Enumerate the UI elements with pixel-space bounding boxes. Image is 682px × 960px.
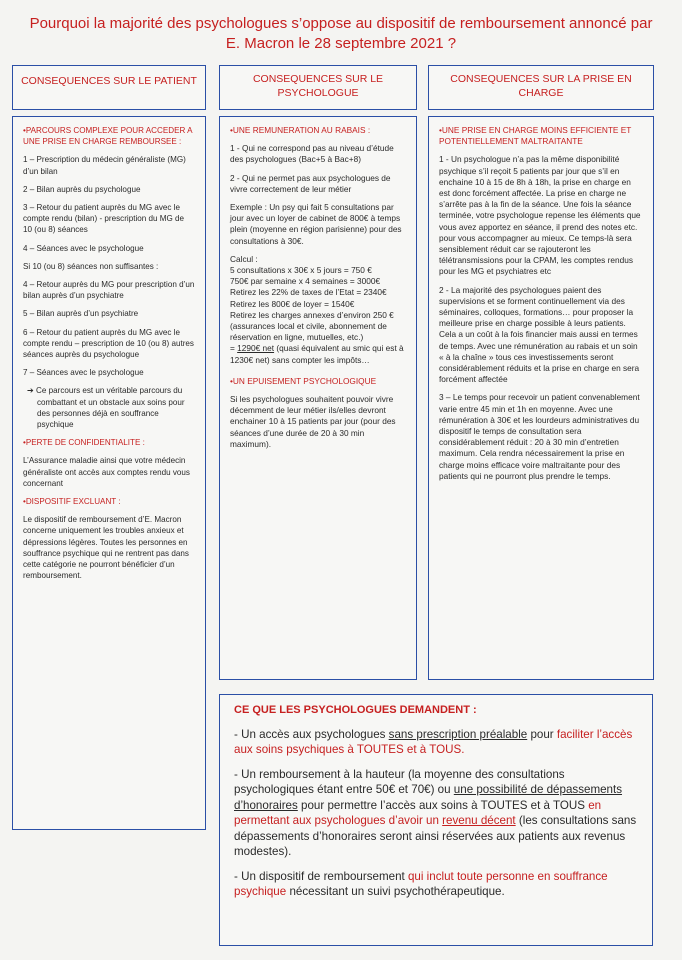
demand-1: - Un accès aux psychologues sans prescription préalable pour faciliter l’accès aux soins psychiques à TOUTES et à TOUS. <box>234 727 633 756</box>
demands-box <box>219 694 653 946</box>
confidentialite-text: L’Assurance maladie ainsi que votre médecin généraliste ont accès aux comptes rendu vous concernant <box>23 456 190 488</box>
prise-point-2: 2 - La majorité des psychologues paient des supervisions et se forment continuellement via des séminaires, colloques, formations… pour proposer la meilleure prise en charge possible à leurs patients. Cela a un coût à la fois financier mais aussi en termes de temps. Avec une rémunération au rabais et un soin « à la chaîne » tous ces investissements seront considérablement réduits et la prise en charge en sera forcément affectée <box>439 284 640 385</box>
excluant-text: Le dispositif de remboursement d’E. Macron concerne uniquement les troubles anxieux et dépressions légères. Toutes les personnes en souffrance psychique qui ne rentrent pas dans cette catégorie ne pourront bénéficier d’un remboursement. <box>23 515 189 581</box>
section-epuisement: •UN EPUISEMENT PSYCHOLOGIQUE <box>230 375 377 386</box>
step-2: 2 – Bilan auprès du psychologue <box>23 184 141 194</box>
arrow-note: ➔ Ce parcours est un véritable parcours du combattant et un obstacle aux soins pour des personnes déjà en souffrance psychique <box>27 386 185 430</box>
prise-point-1: 1 - Un psychologue n’a pas la même disponibilité psychique s’il reçoit 5 patients par jour que s’il en enchaine 10 à 15 de 8h à 18h, la prise en charge en est donc forcément affectée. La prise en charge ne s’arrête pas à la fin de la séance. Une fois la séance terminée, votre psychologue repense les éléments que vous avez apportez en séance, il prend des notes etc. pour vous accompagner au mieux. Ce temps-là sera sensiblement réduit car se rajouteront les télétransmissions pour la CPAM, les comptes rendus pour les MG et psychiatres etc <box>439 154 641 277</box>
net-income: 1290€ net <box>237 343 275 354</box>
demand-2: - Un remboursement à la hauteur (la moyenne des consultations psychologiques étant entre 50€ et 70€) ou une possibilité de dépassements d’honoraires pour permettre l’accès aux soins à TOUTES et à TOUS en permettant aux psychologues d’avoir un revenu décent (les consultations sans dépassements d’honoraires seront ainsi réservées aux patients aux revenus modestes). <box>234 767 637 858</box>
patient-column <box>12 116 206 830</box>
remuneration-point-2: 2 - Qui ne permet pas aux psychologues de vivre correctement de leur métier <box>230 172 391 194</box>
step-4: 4 – Séances avec le psychologue <box>23 243 144 253</box>
step-7: 7 – Séances avec le psychologue <box>23 368 144 378</box>
step-4b: 4 – Retour auprès du MG pour prescription d’un bilan auprès d’un psychiatre <box>23 280 195 301</box>
header-psychologue: CONSEQUENCES SUR LE PSYCHOLOGUE <box>219 65 417 110</box>
section-excluant: •DISPOSITIF EXCLUANT : <box>23 497 121 507</box>
remuneration-point-1: 1 - Qui ne correspond pas au niveau d’étude des psychologues (Bac+5 à Bac+8) <box>230 143 394 165</box>
demand-3: - Un dispositif de remboursement qui inclut toute personne en souffrance psychique nécessitant un suivi psychothérapeutique. <box>234 869 608 898</box>
demands-title: CE QUE LES PSYCHOLOGUES DEMANDENT : <box>234 704 477 716</box>
prise-column <box>428 116 654 680</box>
section-confidentialite: •PERTE DE CONFIDENTIALITE : <box>23 438 145 448</box>
step-5: 5 – Bilan auprès d’un psychiatre <box>23 309 139 319</box>
step-condition: Si 10 (ou 8) séances non suffisantes : <box>23 261 159 271</box>
step-3: 3 – Retour du patient auprès du MG avec le compte rendu (bilan) - prescription du MG de 10 (ou 8) séances <box>23 203 185 235</box>
calcul-block: Calcul : 5 consultations x 30€ x 5 jours = 750 € 750€ par semaine x 4 semaines = 3000€ Retirez les 22% de taxes de l’Etat = 2340€ Retirez les 800€ de loyer = 1540€ Retirez les charges annexes d’environ 250 € (assurances local et civile, abonnement de réservation en ligne, mutuelles, etc.) = 1290€ net (quasi équivalent au smic qui est à 1230€ net) sans compter les impôts… <box>230 253 404 365</box>
step-1: 1 – Prescription du médecin généraliste (MG) d’un bilan <box>23 155 186 176</box>
section-prise: •UNE PRISE EN CHARGE MOINS EFFICIENTE ET POTENTIELLEMENT MALTRAITANTE <box>439 125 632 147</box>
epuisement-text: Si les psychologues souhaitent pouvoir vivre décemment de leur métier ils/elles devront enchainer 10 à 15 patients par jour (pour des séances d’une durée de 20 à 30 min maximum). <box>230 394 396 449</box>
psychologue-column <box>219 116 417 680</box>
section-parcours: •PARCOURS COMPLEXE POUR ACCEDER A UNE PRISE EN CHARGE REMBOURSEE : <box>23 126 193 147</box>
prise-point-3: 3 – Le temps pour recevoir un patient convenablement varie entre 45 min et 1h en moyenne. Avec une rémunération à 30€ et les lourdeurs administratives du dispositif le temps de consultation sera considérablement réduit : 20 à 30 min d’entretien maximum. Cela rendra nécessairement la prise en charge moins efficace voire maltraitante pour des patients qui ne pourront plus prendre le temps. <box>439 392 640 481</box>
example-text: Exemple : Un psy qui fait 5 consultations par jour avec un loyer de cabinet de 800€ à temps plein (moyenne en région parisienne) pour des consultations à 30€. <box>230 202 402 246</box>
page-title: Pourquoi la majorité des psychologues s’oppose au dispositif de remboursement annoncé par E. Macron le 28 septembre 2021 ? <box>29 15 653 52</box>
step-6: 6 – Retour du patient auprès du MG avec le compte rendu – prescription de 10 (ou 8) autres séances auprès du psychologue <box>23 327 194 360</box>
header-prise-en-charge: CONSEQUENCES SUR LA PRISE EN CHARGE <box>428 65 654 110</box>
section-remuneration: •UNE REMUNERATION AU RABAIS : <box>230 125 371 135</box>
header-patient: CONSEQUENCES SUR LE PATIENT <box>12 65 206 110</box>
